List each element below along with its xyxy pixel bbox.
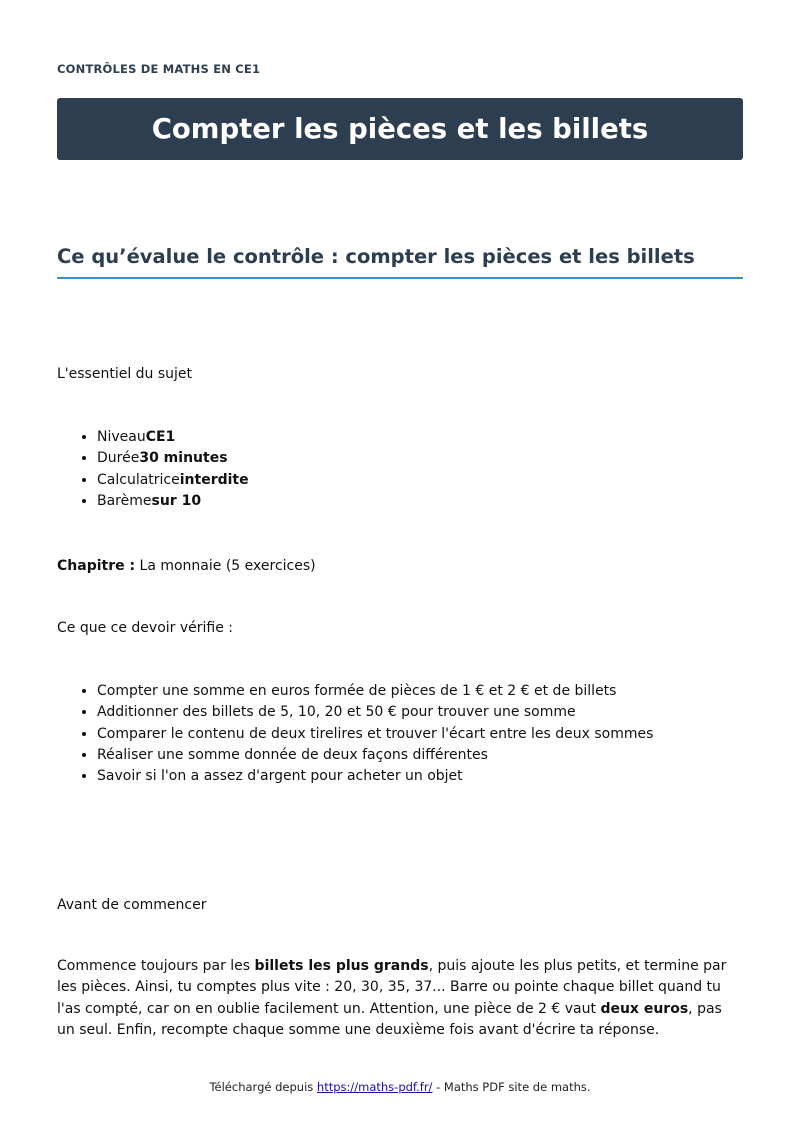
list-item: • Compter une somme en euros formée de pièces de 1 € et 2 € et de billets [97, 681, 653, 702]
page-title: Compter les pièces et les billets [151, 113, 649, 145]
item-label: Calculatrice [97, 471, 180, 488]
list-item: • Comparer le contenu de deux tirelires et trouver l'écart entre les deux sommes [97, 724, 653, 745]
essentials-heading: L'essentiel du sujet [57, 366, 193, 382]
item-value: sur 10 [151, 492, 202, 509]
advice-paragraph [57, 956, 743, 1041]
list-item [97, 491, 249, 512]
advice-text: Commence toujours par les [57, 958, 255, 974]
footer-link[interactable]: https://maths-pdf.fr/ [316, 1080, 433, 1094]
before-heading: Avant de commencer [57, 897, 207, 913]
item-label: Niveau [97, 429, 146, 445]
chapter-line [57, 556, 316, 577]
list-item: • Réaliser une somme donnée de deux façons différentes [97, 745, 653, 766]
item-value: interdite [179, 471, 249, 488]
list-item [97, 470, 249, 491]
checks-heading: Ce que ce devoir vérifie : [57, 620, 234, 636]
advice-emphasis: billets les plus grands [254, 958, 429, 974]
title-banner [57, 98, 743, 160]
footer-prefix: Téléchargé depuis [209, 1080, 317, 1094]
page-footer [0, 1080, 800, 1094]
list-item [97, 448, 249, 469]
item-label: Barème [97, 492, 152, 509]
advice-emphasis: deux euros [600, 1000, 689, 1017]
footer-suffix: - Maths PDF site de maths. [432, 1080, 591, 1094]
essentials-list [57, 427, 249, 512]
list-item [97, 427, 249, 448]
item-label: Durée [97, 450, 140, 467]
checks-list [57, 681, 653, 787]
list-item: • Savoir si l'on a assez d'argent pour acheter un objet [97, 766, 653, 787]
chapter-value: La monnaie (5 exercices) [135, 558, 316, 574]
advice-text: , pas un seul. Enfin, recompte chaque somme une deuxième fois avant d'écrire ta réponse. [57, 1000, 722, 1038]
section-title: Ce qu’évalue le contrôle : compter les pièces et les billets [57, 245, 743, 279]
chapter-label: Chapitre : [57, 558, 136, 574]
list-item: • Additionner des billets de 5, 10, 20 et 50 € pour trouver une somme [97, 702, 653, 723]
document-kicker: CONTRÔLES DE MATHS EN CE1 [57, 62, 261, 76]
item-value: 30 minutes [139, 450, 228, 467]
item-value: CE1 [145, 429, 176, 445]
advice-text: , puis ajoute les plus petits, et termine par les pièces. Ainsi, tu comptes plus vite : 20, 30, 35, 37... Barre ou pointe chaque billet quand tu l'as compté, car on en oublie facilement un. Attention, une pièce de 2 € vaut [57, 958, 727, 1017]
